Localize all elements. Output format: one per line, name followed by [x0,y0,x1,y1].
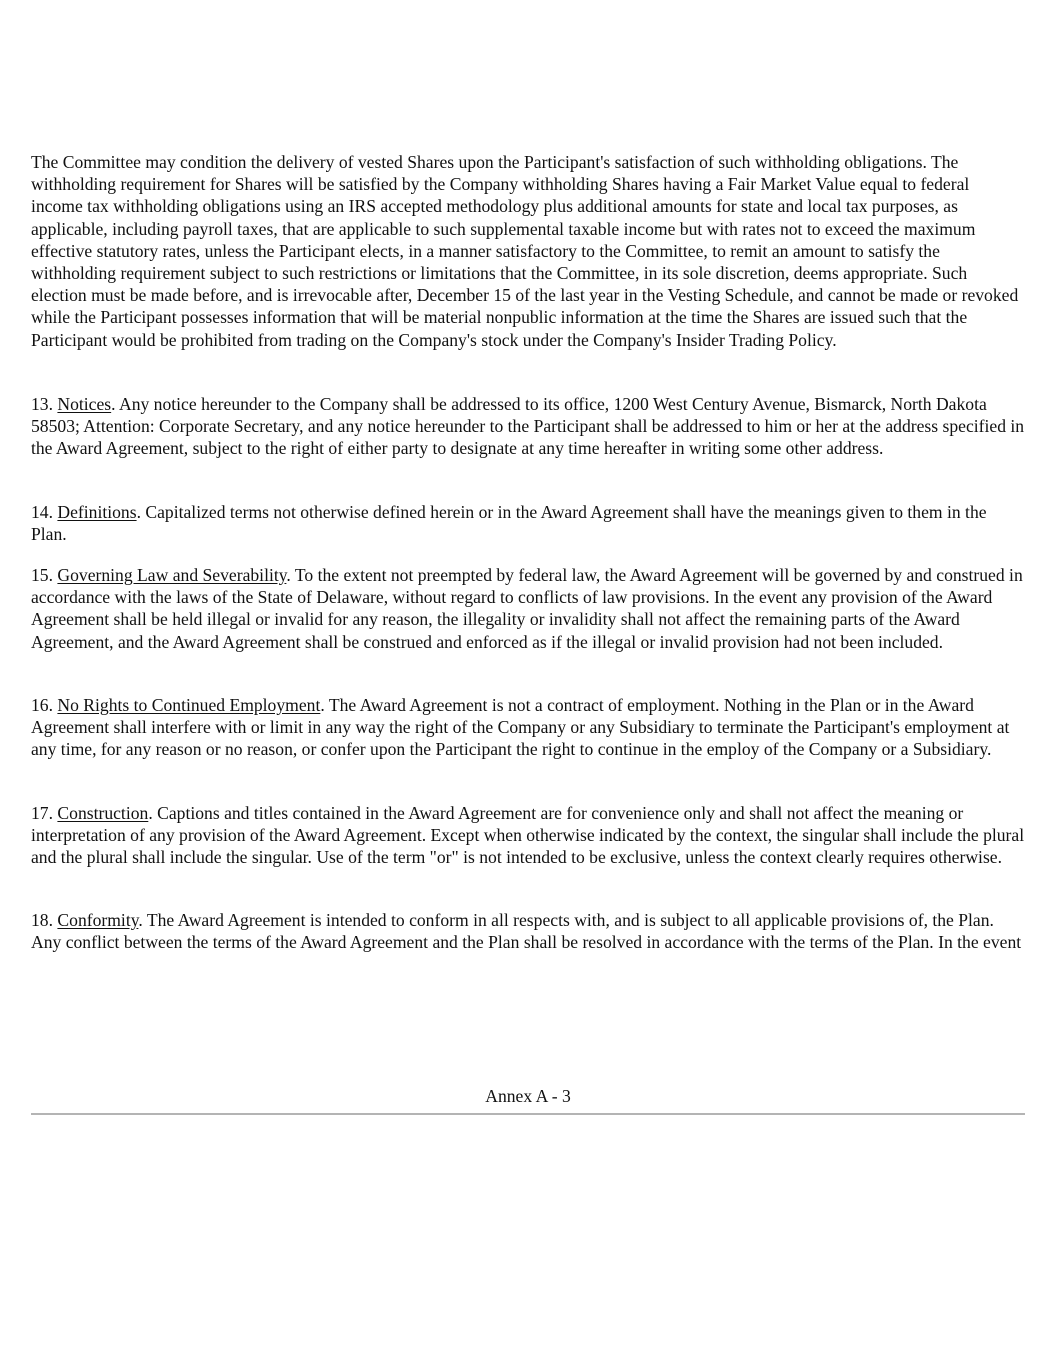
section-number: 15. [31,565,53,585]
section-number: 18. [31,910,53,930]
section-body: . Capitalized terms not otherwise defined herein or in the Award Agreement shall have the meanings given to them in the Plan. [31,502,987,545]
page-footer-label: Annex A - 3 [485,1086,571,1106]
section-heading: Notices [57,394,112,414]
section-heading: Governing Law and Severability [57,565,287,585]
section-number: 13. [31,394,53,414]
section-heading: Construction [57,803,149,823]
section-body: . To the extent not preempted by federal law, the Award Agreement will be governed by and construed in accordance with the laws of the State of Delaware, without regard to conflicts of law provisions. In the event any provision of the Award Agreement shall be held illegal or invalid for any reason, the illegality or invalidity shall not affect the remaining parts of the Award Agreement, and the Award Agreement shall be construed and enforced as if the illegal or invalid provision had not been included. [31,565,1023,652]
section-heading: No Rights to Continued Employment [57,695,321,715]
section-14-definitions [31,501,1025,545]
document-page [31,0,1025,1365]
section-16-no-rights-employment [31,694,1025,761]
section-body: . Captions and titles contained in the Award Agreement are for convenience only and shall not affect the meaning or interpretation of any provision of the Award Agreement. Except when otherwise indicated by the context, the singular shall include the plural and the plural shall include the singular. Use of the term "or" is not intended to be exclusive, unless the context clearly requires otherwise. [31,803,1025,868]
section-body: . The Award Agreement is not a contract of employment. Nothing in the Plan or in the Award Agreement shall interfere with or limit in any way the right of the Company or any Subsidiary to terminate the Participant's employment at any time, for any reason or no reason, or confer upon the Participant the right to continue in the employ of the Company or a Subsidiary. [31,695,1010,760]
section-17-construction [31,802,1025,869]
section-body: . Any notice hereunder to the Company shall be addressed to its office, 1200 West Century Avenue, Bismarck, North Dakota 58503; Attention: Corporate Secretary, and any notice hereunder to the Participant shall be addressed to him or her at the address specified in the Award Agreement, subject to the right of either party to designate at any time hereafter in writing some other address. [31,394,1025,459]
section-18-conformity [31,909,1025,953]
section-number: 17. [31,803,53,823]
section-number: 14. [31,502,53,522]
section-13-notices [31,393,1025,460]
section-heading: Conformity [57,910,139,930]
section-heading: Definitions [57,502,137,522]
paragraph-withholding: The Committee may condition the delivery of vested Shares upon the Participant's satisfaction of such withholding obligations. The withholding requirement for Shares will be satisfied by the Company withholding Shares having a Fair Market Value equal to federal income tax withholding obligations using an IRS accepted methodology plus additional amounts for state and local tax purposes, as applicable, including payroll taxes, that are applicable to such supplemental taxable income but with rates not to exceed the maximum effective statutory rates, unless the Participant elects, in a manner satisfactory to the Committee, to remit an amount to satisfy the withholding requirement subject to such restrictions or limitations that the Committee, in its sole discretion, deems appropriate. Such election must be made before, and is irrevocable after, December 15 of the last year in the Vesting Schedule, and cannot be made or revoked while the Participant possesses information that will be material nonpublic information at the time the Shares are issued such that the Participant would be prohibited from trading on the Company's stock under the Company's Insider Trading Policy. [31,152,1019,350]
section-body: . The Award Agreement is intended to conform in all respects with, and is subject to all applicable provisions of, the Plan. Any conflict between the terms of the Award Agreement and the Plan shall be resolved in accordance with the terms of the Plan. In the event [31,910,1022,953]
section-15-governing-law [31,564,1025,653]
section-number: 16. [31,695,53,715]
footer-divider [31,1113,1025,1115]
